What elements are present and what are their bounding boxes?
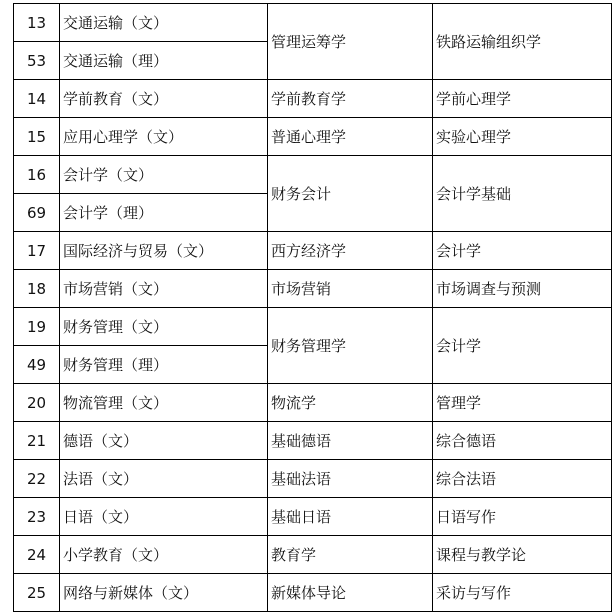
subject-course-2: 采访与写作 (433, 574, 612, 612)
major-course-table (13, 3, 612, 612)
subject-course-2: 会计学 (433, 232, 612, 270)
table-row (14, 80, 612, 118)
subject-course-2: 日语写作 (433, 498, 612, 536)
major-name: 会计学（理） (60, 194, 268, 232)
subject-course-1: 学前教育学 (268, 80, 433, 118)
subject-course-2: 综合德语 (433, 422, 612, 460)
subject-course-2: 综合法语 (433, 460, 612, 498)
subject-course-1: 财务会计 (268, 156, 433, 232)
subject-course-1: 基础德语 (268, 422, 433, 460)
major-code: 23 (14, 498, 60, 536)
major-code: 21 (14, 422, 60, 460)
major-code: 16 (14, 156, 60, 194)
subject-course-1: 市场营销 (268, 270, 433, 308)
major-code: 53 (14, 42, 60, 80)
major-code: 69 (14, 194, 60, 232)
table-row (14, 156, 612, 194)
major-name: 交通运输（文） (60, 4, 268, 42)
table-row (14, 308, 612, 346)
major-code: 19 (14, 308, 60, 346)
major-code: 18 (14, 270, 60, 308)
major-code: 15 (14, 118, 60, 156)
major-name: 财务管理（理） (60, 346, 268, 384)
subject-course-1: 新媒体导论 (268, 574, 433, 612)
major-code: 14 (14, 80, 60, 118)
major-code: 49 (14, 346, 60, 384)
subject-course-1: 物流学 (268, 384, 433, 422)
major-code: 22 (14, 460, 60, 498)
major-code: 20 (14, 384, 60, 422)
major-name: 小学教育（文） (60, 536, 268, 574)
major-name: 德语（文） (60, 422, 268, 460)
subject-course-1: 普通心理学 (268, 118, 433, 156)
major-name: 法语（文） (60, 460, 268, 498)
subject-course-2: 课程与教学论 (433, 536, 612, 574)
major-name: 会计学（文） (60, 156, 268, 194)
subject-course-2: 实验心理学 (433, 118, 612, 156)
table-row (14, 422, 612, 460)
major-name: 日语（文） (60, 498, 268, 536)
subject-course-1: 教育学 (268, 536, 433, 574)
table-row (14, 118, 612, 156)
major-code: 25 (14, 574, 60, 612)
subject-course-2: 管理学 (433, 384, 612, 422)
subject-course-1: 基础日语 (268, 498, 433, 536)
subject-course-1: 西方经济学 (268, 232, 433, 270)
major-name: 物流管理（文） (60, 384, 268, 422)
major-name: 网络与新媒体（文） (60, 574, 268, 612)
major-name: 应用心理学（文） (60, 118, 268, 156)
subject-course-1: 基础法语 (268, 460, 433, 498)
major-code: 17 (14, 232, 60, 270)
major-code: 24 (14, 536, 60, 574)
major-code: 13 (14, 4, 60, 42)
subject-course-2: 铁路运输组织学 (433, 4, 612, 80)
major-name: 市场营销（文） (60, 270, 268, 308)
subject-course-1: 财务管理学 (268, 308, 433, 384)
subject-course-2: 市场调查与预测 (433, 270, 612, 308)
major-name: 学前教育（文） (60, 80, 268, 118)
table-row (14, 4, 612, 42)
subject-course-2: 会计学基础 (433, 156, 612, 232)
major-name: 交通运输（理） (60, 42, 268, 80)
table-row (14, 536, 612, 574)
table-row (14, 498, 612, 536)
subject-course-2: 会计学 (433, 308, 612, 384)
table-row (14, 270, 612, 308)
subject-course-1: 管理运筹学 (268, 4, 433, 80)
table-row (14, 460, 612, 498)
major-name: 财务管理（文） (60, 308, 268, 346)
major-name: 国际经济与贸易（文） (60, 232, 268, 270)
table-row (14, 574, 612, 612)
table-row (14, 384, 612, 422)
subject-course-2: 学前心理学 (433, 80, 612, 118)
table-row (14, 232, 612, 270)
